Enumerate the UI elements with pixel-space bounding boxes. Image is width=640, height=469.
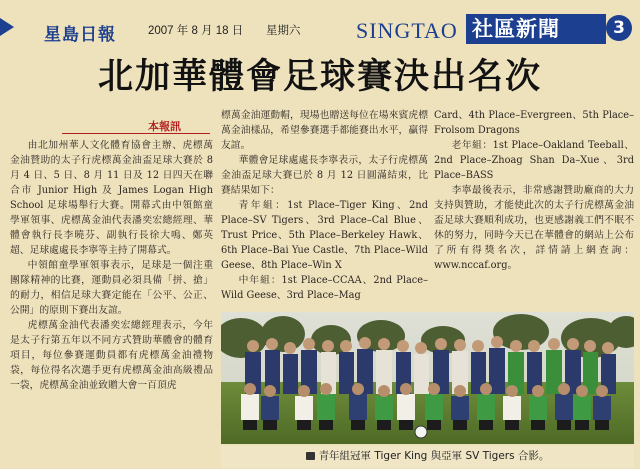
- article-column-2: [221, 108, 428, 308]
- headline: 北加華體會足球賽決出名次: [97, 57, 542, 97]
- paper-name: 星島日報: [44, 25, 116, 45]
- issue-weekday: 星期六: [266, 23, 301, 37]
- paragraph: 華體會足球處處長李寧表示，太子行虎標萬金油盃足球大賽已於 8 月 12 日圓滿結束，比賽結果如下：: [221, 155, 428, 196]
- results-middle-age: 中年組：1st Place–CCAA、2nd Place–Wild Geese、3rd Place–Mag: [221, 275, 428, 301]
- masthead-arrow-icon: [0, 18, 14, 36]
- photo-caption-box: [221, 446, 634, 468]
- section-number: 3: [606, 15, 632, 41]
- article-column-1: [10, 138, 213, 469]
- byline: 本報訊: [148, 120, 181, 133]
- section-title: 社區新聞: [466, 14, 606, 44]
- masthead: [0, 0, 640, 52]
- results-senior: 老年組：1st Place–Oakland Teeball、2nd Place–Zhoag Shan Da–Xue、3rd Place–BASS: [434, 140, 634, 181]
- paragraph: 標萬金油運動帽，現場也贈送每位在場來賓虎標萬金油樣品，希望參賽選手都能賽出水平，贏得友誼。: [221, 110, 428, 151]
- photo-caption: 青年組冠軍 Tiger King 與亞軍 SV Tigers 合影。: [318, 450, 550, 462]
- byline-rule: [62, 133, 210, 134]
- headline-box: [0, 54, 640, 106]
- article-column-3: [434, 108, 634, 308]
- team-photo: [221, 312, 634, 444]
- paragraph: 由北加州華人文化體育協會主辦、虎標萬金油贊助的太子行虎標萬金油盃足球大賽於 8 月 4 日、5 日、8 月 11 日及 12 日四天在聯合市 Junior High 及 James Logan High School 足球場舉行大賽。開幕式由中領館童學軍領事、虎標萬金油代表潘奕宏總經理、華體會執行長李曉芬、副執行長徐大鳴、鄭英超、足球處處長李寧等主持了開幕式。: [10, 140, 213, 256]
- paragraph: 中領館童學軍領事表示，足球是一個注重團隊精神的比賽，運動員必須具備「拼、搶」的耐力，相信足球大賽定能在「公平、公正、公開」的原則下賽出友誼。: [10, 260, 213, 316]
- team-photo-image: [221, 312, 634, 444]
- issue-date: 2007 年 8 月 18 日: [148, 25, 244, 37]
- paragraph: 虎標萬金油代表潘奕宏總經理表示，今年是太子行第五年以不同方式贊助華體會的體育項目，每位參賽運動員都有虎標萬金油禮物袋，每位得名次選手更有虎標萬金油高級禮品一袋，虎標萬金油並致贈大會一百頂虎: [10, 320, 213, 391]
- paragraph: Card、4th Place–Evergreen、5th Place–Frolsom Dragons: [434, 110, 634, 136]
- brand-logo: SINGTAO: [356, 18, 458, 43]
- results-youth: 青年組：1st Place–Tiger King、2nd Place–SV Tigers、3rd Place–Cal Blue、Trust Price、5th Place–Berkeley Hawk、6th Place–Bai Yue Castle、7th Place–Wild Geese、8th Place–Win X: [221, 200, 428, 271]
- paragraph: 李寧最後表示，非常感謝贊助廠商的大力支持與贊助，才能使此次的太子行虎標萬金油盃足球大賽順利成功，也更感謝義工們不眠不休的努力，同時今天已在華體會的網站上公布了所有得獎名次，詳情請上網查詢：www.nccaf.org。: [434, 185, 634, 271]
- caption-camera-icon: [306, 452, 315, 460]
